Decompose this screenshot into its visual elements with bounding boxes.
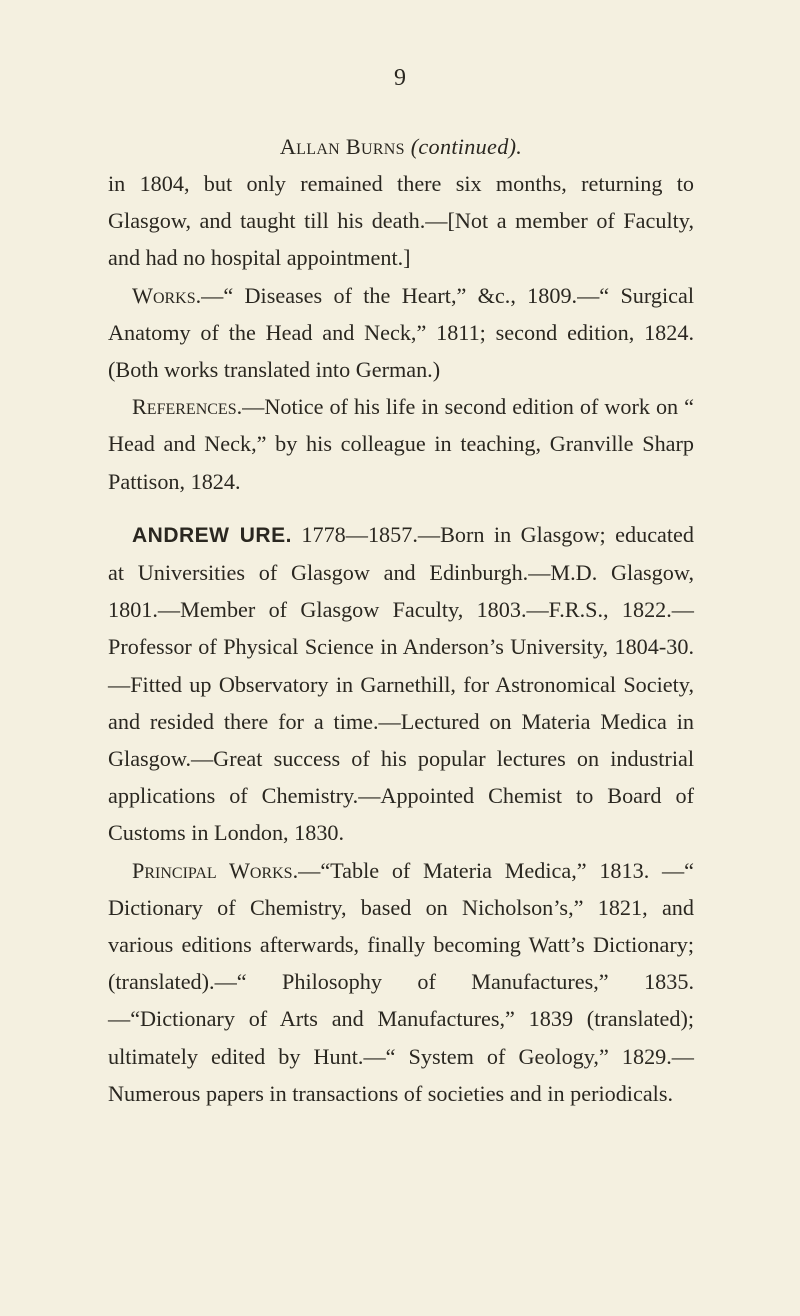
page-content (108, 128, 694, 1112)
ure-works-paragraph (108, 852, 694, 1112)
ure-works-label: Principal Works. (132, 857, 299, 883)
page-number: 9 (394, 65, 406, 91)
ure-entry-text: 1778—1857.—Born in Glasgow; educated at Universities of Glasgow and Edinburgh.—M.D. Glasgow, 1801.—Member of Glasgow Faculty, 1803.—F.R.S., 1822.—Professor of Physical Science in Anderson’s University, 1804-30.—Fitted up Observatory in Garnethill, for Astronomical Society, and resided there for a time.—Lectured on Materia Medica in Glasgow.—Great success of his popular lectures on industrial applications of Chemistry.—Appointed Chemist to Board of Customs in London, 1830. (108, 521, 694, 846)
running-head-continued: (continued). (410, 134, 523, 159)
burns-biography: in 1804, but only remained there six months, returning to Glasgow, and taught till his death.—[Not a member of Faculty, and had no hospital appointment.] (108, 171, 694, 271)
burns-works-label: Works. (132, 282, 202, 308)
burns-works-paragraph (108, 277, 694, 389)
running-head-name: Allan Burns (279, 134, 405, 159)
burns-references-paragraph (108, 388, 694, 500)
ure-works-text: —“Table of Materia Medica,” 1813. —“ Dictionary of Chemistry, based on Nicholson’s,” 1821, and various editions afterwards, finally becoming Watt’s Dictionary; (translated).—“ Philosophy of Manufactures,” 1835.—“Dictionary of Arts and Manufactures,” 1839 (translated); ultimately edited by Hunt.—“ System of Geology,” 1829.—Numerous papers in transactions of societies and in periodicals. (108, 857, 694, 1106)
burns-references-label: References. (132, 394, 243, 420)
burns-references-text: —Notice of his life in second edition of work on “ Head and Neck,” by his colleague in teaching, Granville Sharp Pattison, 1824. (108, 394, 694, 494)
running-head (108, 128, 694, 165)
burns-works-text: —“ Diseases of the Heart,” &c., 1809.—“ Surgical Anatomy of the Head and Neck,” 1811; second edition, 1824. (Both works translated into German.) (108, 282, 694, 383)
ure-entry-paragraph (108, 516, 694, 852)
ure-entry-name: ANDREW URE. (132, 523, 292, 547)
